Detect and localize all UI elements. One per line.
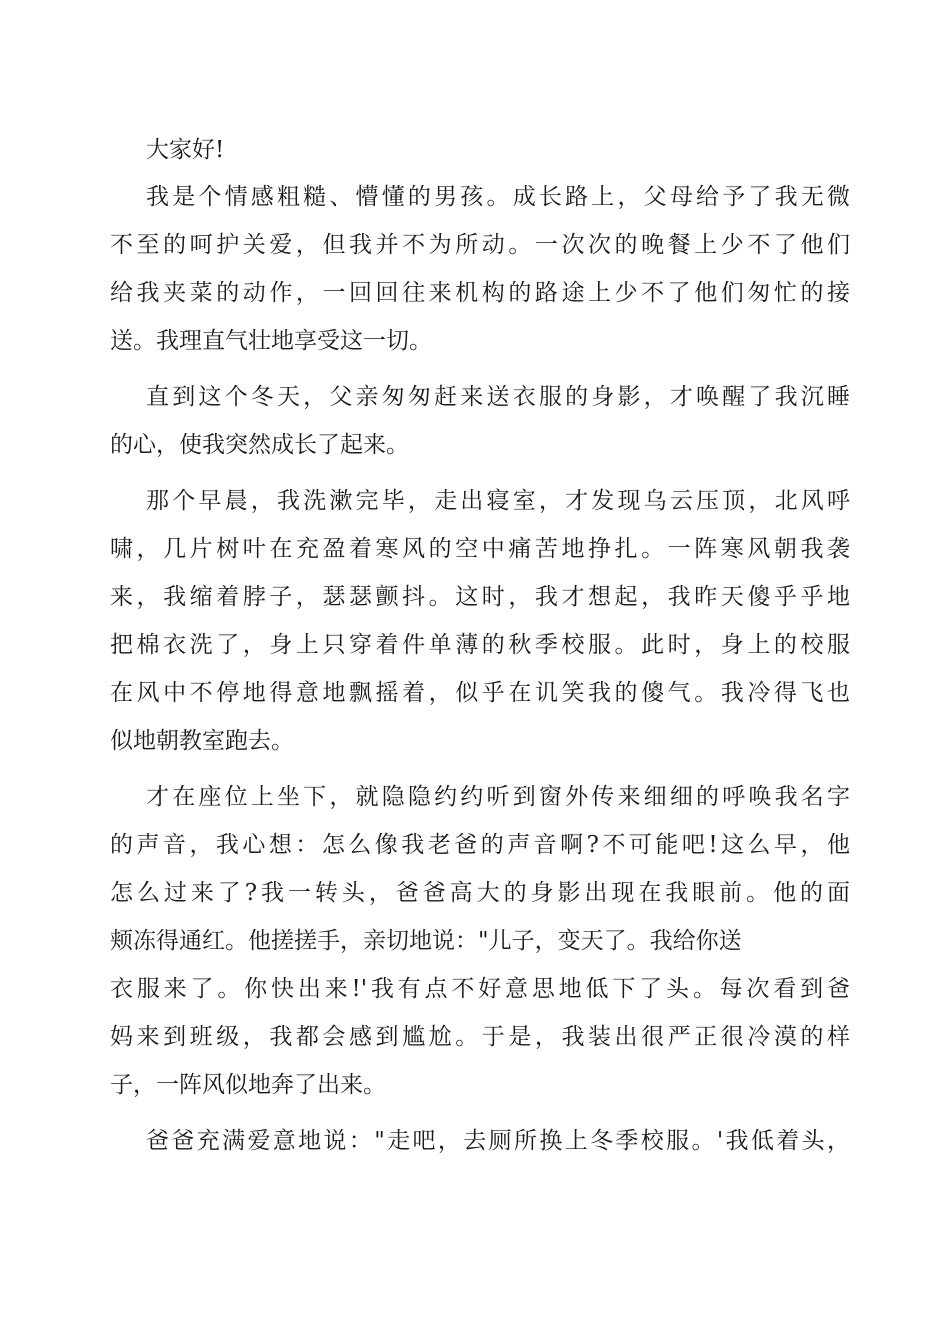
text-line: 来，我缩着脖子，瑟瑟颤抖。这时，我才想起，我昨天傻乎乎地	[110, 584, 850, 610]
text-line: 妈来到班级，我都会感到尴尬。于是，我装出很严正很冷漠的样	[110, 1024, 850, 1050]
text-line: 子，一阵风似地奔了出来。	[110, 1072, 386, 1098]
text-line: 衣服来了。你快出来!'我有点不好意思地低下了头。每次看到爸	[110, 976, 850, 1002]
text-line: 直到这个冬天，父亲匆匆赶来送衣服的身影，才唤醒了我沉睡	[146, 384, 850, 410]
text-line: 那个早晨，我洗漱完毕，走出寝室，才发现乌云压顶，北风呼	[146, 488, 850, 514]
text-line: 的声音，我心想：怎么像我老爸的声音啊?不可能吧!这么早，他	[110, 832, 850, 858]
text-line: 啸，几片树叶在充盈着寒风的空中痛苦地挣扎。一阵寒风朝我袭	[110, 536, 850, 562]
text-line: 的心，使我突然成长了起来。	[110, 432, 409, 458]
text-line: 爸爸充满爱意地说："走吧，去厕所换上冬季校服。'我低着头，	[146, 1128, 850, 1154]
text-line: 给我夹菜的动作，一回回往来机构的路途上少不了他们匆忙的接	[110, 280, 850, 306]
text-line: 颊冻得通红。他搓搓手，亲切地说："儿子，变天了。我给你送	[110, 928, 742, 954]
text-line: 我是个情感粗糙、懵懂的男孩。成长路上，父母给予了我无微	[146, 184, 850, 210]
text-line: 在风中不停地得意地飘摇着，似乎在讥笑我的傻气。我冷得飞也	[110, 680, 850, 706]
text-line: 不至的呵护关爱，但我并不为所动。一次次的晚餐上少不了他们	[110, 232, 850, 258]
text-line: 才在座位上坐下，就隐隐约约听到窗外传来细细的呼唤我名字	[146, 784, 850, 810]
text-line: 似地朝教室跑去。	[110, 728, 294, 754]
text-line: 把棉衣洗了，身上只穿着件单薄的秋季校服。此时，身上的校服	[110, 632, 850, 658]
text-line: 怎么过来了?我一转头，爸爸高大的身影出现在我眼前。他的面	[110, 880, 850, 906]
text-line: 大家好!	[146, 137, 225, 163]
text-line: 送。我理直气壮地享受这一切。	[110, 328, 432, 354]
